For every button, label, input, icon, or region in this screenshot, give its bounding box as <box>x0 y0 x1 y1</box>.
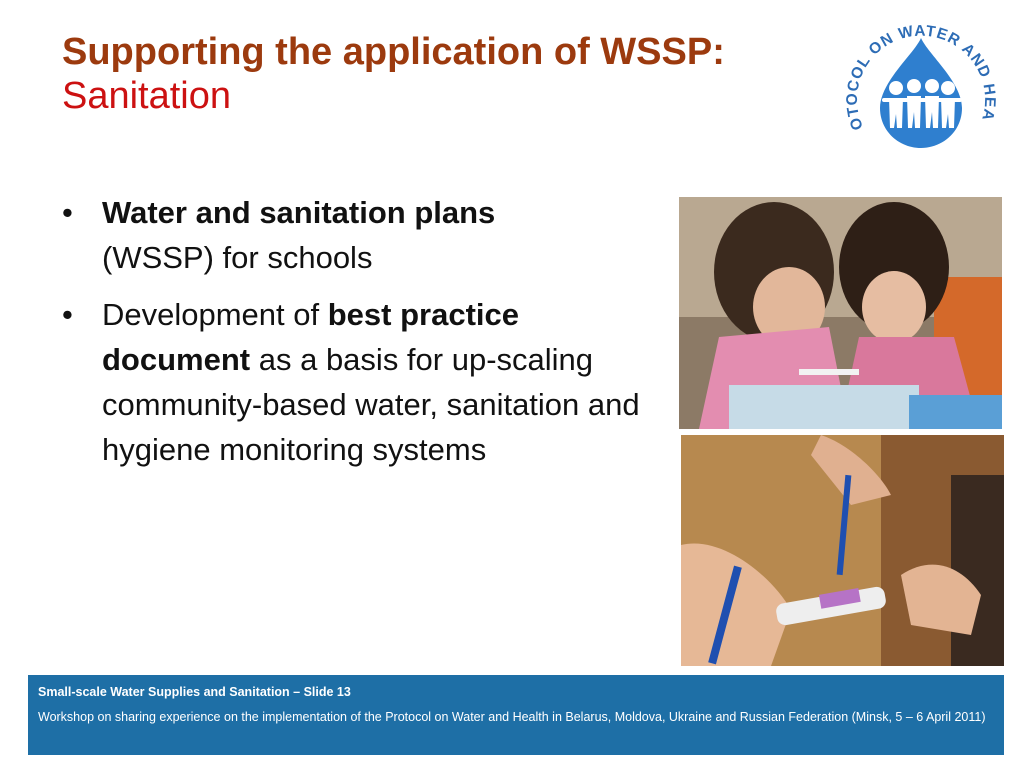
photo-girls-reading-test-strip <box>679 197 1002 429</box>
bullet-bold-text: Water and sanitation plans <box>102 195 496 230</box>
bullet-text: Development of <box>102 297 328 332</box>
bullet-item <box>58 292 668 472</box>
bullet-marker: • <box>62 195 73 230</box>
bullet-item <box>58 190 668 280</box>
bullet-text: as a basis for up-scaling community-based water, sanitation and hygiene monitoring systems <box>102 342 640 467</box>
protocol-logo <box>842 10 1000 168</box>
bullet-list <box>58 190 668 484</box>
slide-title: Supporting the application of WSSP: <box>62 31 725 73</box>
bullet-text: (WSSP) for schools <box>102 240 373 275</box>
photo-hands-holding-test-tube <box>681 435 1004 666</box>
slide-subtitle: Sanitation <box>62 75 232 117</box>
slide-footer <box>28 675 1004 755</box>
footer-text: Workshop on sharing experience on the implementation of the Protocol on Water and Health in Belarus, Moldova, Ukraine and Russian Federation (Minsk, 5 – 6 April 2011) <box>38 710 986 724</box>
bullet-bold-text: best practice document <box>102 297 519 377</box>
logo-icon <box>842 10 1000 168</box>
slide-title-block <box>62 30 822 118</box>
footer-title: Small-scale Water Supplies and Sanitation – Slide 13 <box>38 685 351 699</box>
logo-ring-text: OTOCOL ON WATER AND HEA <box>843 22 999 133</box>
bullet-marker: • <box>62 297 73 332</box>
